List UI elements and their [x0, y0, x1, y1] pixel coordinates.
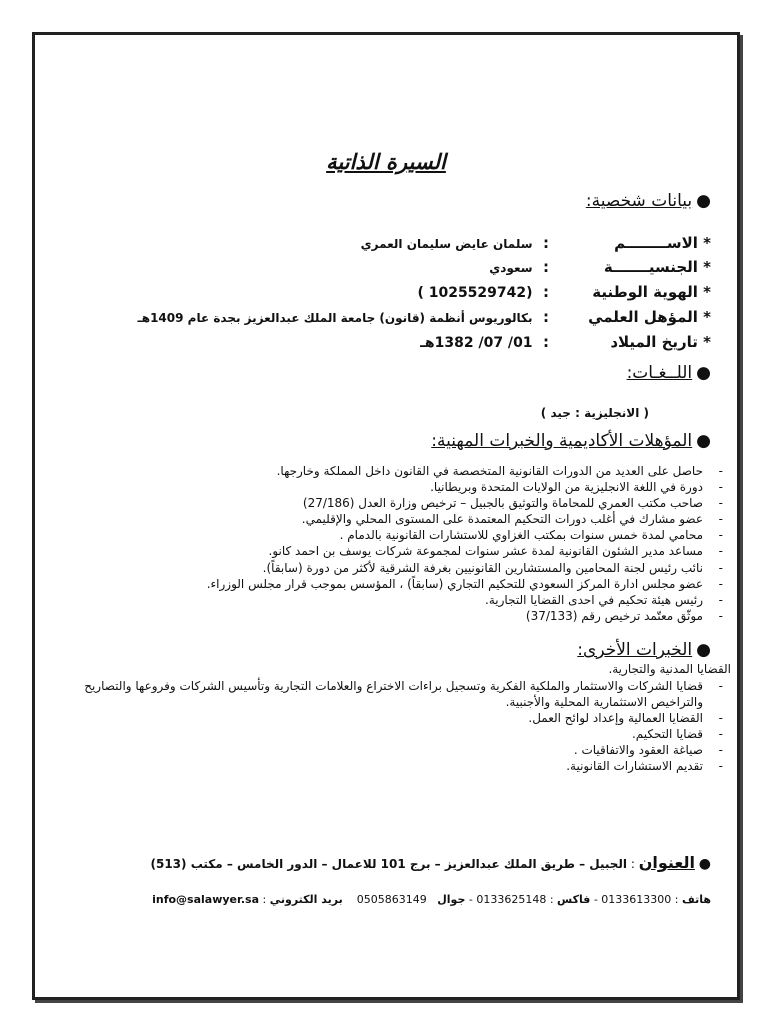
- qualifications-heading-text: المؤهلات الأكاديمية والخبرات المهنية:: [431, 431, 693, 451]
- other-intro: القضايا المدنية والتجارية.: [608, 662, 731, 676]
- list-item: - موثّق معتّمد ترخيص رقم (37/133): [207, 608, 731, 624]
- qualifications-heading: [431, 431, 711, 451]
- list-item: - عضو مجلس ادارة المركز السعودي للتحكيم التجاري (سابقاً) ، المؤسس بموجب قرار مجلس الوزراء.: [207, 576, 731, 592]
- bullet-icon: ●: [696, 640, 711, 660]
- list-item: - عضو مشارك في أغلب دورات التحكيم المعتمدة على المستوى المحلي والإقليمي.: [207, 511, 731, 527]
- row-label: * الهوية الوطنية: [592, 283, 711, 301]
- list-item: - رئيس هيئة تحكيم في احدى القضايا التجارية.: [207, 592, 731, 608]
- languages-value: ( الانجليزية : جيد ): [540, 406, 649, 420]
- row-label: * الاســــــــم: [614, 234, 711, 252]
- row-value: سلمان عايض سليمان العمري: [360, 237, 533, 251]
- document-body: [35, 35, 737, 997]
- other-heading: [577, 640, 711, 660]
- personal-row-nationality: * الجنسيـــــــة: سعودي: [489, 258, 711, 276]
- address-value: الجبيل – طريق الملك عبدالعزيز – برج 101 للاعمال – الدور الخامس – مكتب (513): [150, 857, 628, 871]
- row-value: بكالوريوس أنظمة (قانون) جامعة الملك عبدالعزيز بجدة عام 1409هـ: [137, 311, 533, 325]
- list-item: - حاصل على العديد من الدورات القانونية المتخصصة في القانون داخل المملكة وخارجها.: [207, 463, 731, 479]
- languages-heading: [627, 363, 711, 383]
- list-item: - صياغة العقود والاتفاقيات .: [71, 742, 731, 758]
- personal-row-name: * الاســــــــم: سلمان عايض سليمان العمري: [360, 234, 711, 252]
- list-item: - محامي لمدة خمس سنوات بمكتب الغزاوي للاستشارات القانونية بالدمام .: [207, 527, 731, 543]
- list-item: - صاحب مكتب العمري للمحاماة والتوثيق بالجبيل – ترخيص وزارة العدل (27/186): [207, 495, 731, 511]
- row-value: (1025529742 ): [417, 285, 533, 301]
- personal-heading: [586, 191, 711, 211]
- bullet-icon: ●: [698, 856, 711, 872]
- list-item: - تقديم الاستشارات القانونية.: [71, 758, 731, 774]
- row-value: سعودي: [489, 261, 533, 275]
- personal-row-degree: * المؤهل العلمي: بكالوريوس أنظمة (قانون) جامعة الملك عبدالعزيز بجدة عام 1409هـ: [137, 308, 711, 326]
- list-item: - القضايا العمالية وإعداد لوائح العمل.: [71, 710, 731, 726]
- row-label: * المؤهل العلمي: [588, 308, 711, 326]
- address-line: ● العنوان : الجبيل – طريق الملك عبدالعزيز – برج 101 للاعمال – الدور الخامس – مكتب (513): [150, 853, 711, 872]
- mobile-number: 0505863149: [356, 893, 427, 906]
- list-item: - دورة في اللغة الانجليزية من الولايات المتحدة وبريطانيا.: [207, 479, 731, 495]
- phone-number: 0133613300: [601, 893, 672, 906]
- list-item: - مساعد مدير الشئون القانونية لمدة عشر سنوات لمجموعة شركات يوسف بن احمد كانو.: [207, 543, 731, 559]
- address-label: العنوان: [638, 853, 695, 872]
- other-heading-text: الخبرات الأخرى:: [577, 640, 693, 660]
- qualifications-list: [207, 463, 731, 624]
- list-item: - قضايا التحكيم.: [71, 726, 731, 742]
- personal-heading-text: بيانات شخصية:: [585, 191, 693, 211]
- document-title: السيرة الذاتية: [326, 149, 446, 174]
- row-label: * تاريخ الميلاد: [610, 333, 711, 351]
- mobile-label: جوال: [437, 893, 466, 906]
- list-item: - نائب رئيس لجنة المحامين والمستشارين القانونيين بغرفة الشرقية لأكثر من دورة (سابقاً).: [207, 560, 731, 576]
- personal-row-birthdate: * تاريخ الميلاد: 01/ 07/ 1382هـ: [420, 333, 711, 351]
- bullet-icon: ●: [696, 431, 711, 451]
- other-list: [71, 678, 731, 775]
- email-link[interactable]: info@salawyer.sa: [152, 893, 260, 906]
- row-label: * الجنسيـــــــة: [603, 258, 711, 276]
- bullet-icon: ●: [696, 191, 711, 211]
- row-value: 01/ 07/ 1382هـ: [420, 335, 533, 351]
- email-label: بريد الكتروني: [269, 893, 343, 906]
- fax-label: فاكس: [557, 893, 591, 906]
- phone-label: هاتف: [682, 893, 711, 906]
- bullet-icon: ●: [696, 363, 711, 383]
- languages-heading-text: اللــغـات:: [626, 363, 693, 383]
- page-frame: [32, 32, 740, 1000]
- personal-row-id: * الهوية الوطنية: (1025529742 ): [417, 283, 711, 301]
- contacts-line: هاتف : 0133613300 - فاكس : 0133625148 - جوال 0505863149 بريد الكتروني : info@salawyer.sa: [152, 893, 711, 906]
- list-item: - قضايا الشركات والاستثمار والملكية الفكرية وتسجيل براءات الاختراع والعلامات التجارية وتأسيس الشركات وفروعها والتصاريح والتراخيص الاستثمارية المحلية والأجنبية.: [71, 678, 731, 710]
- fax-number: 0133625148: [476, 893, 547, 906]
